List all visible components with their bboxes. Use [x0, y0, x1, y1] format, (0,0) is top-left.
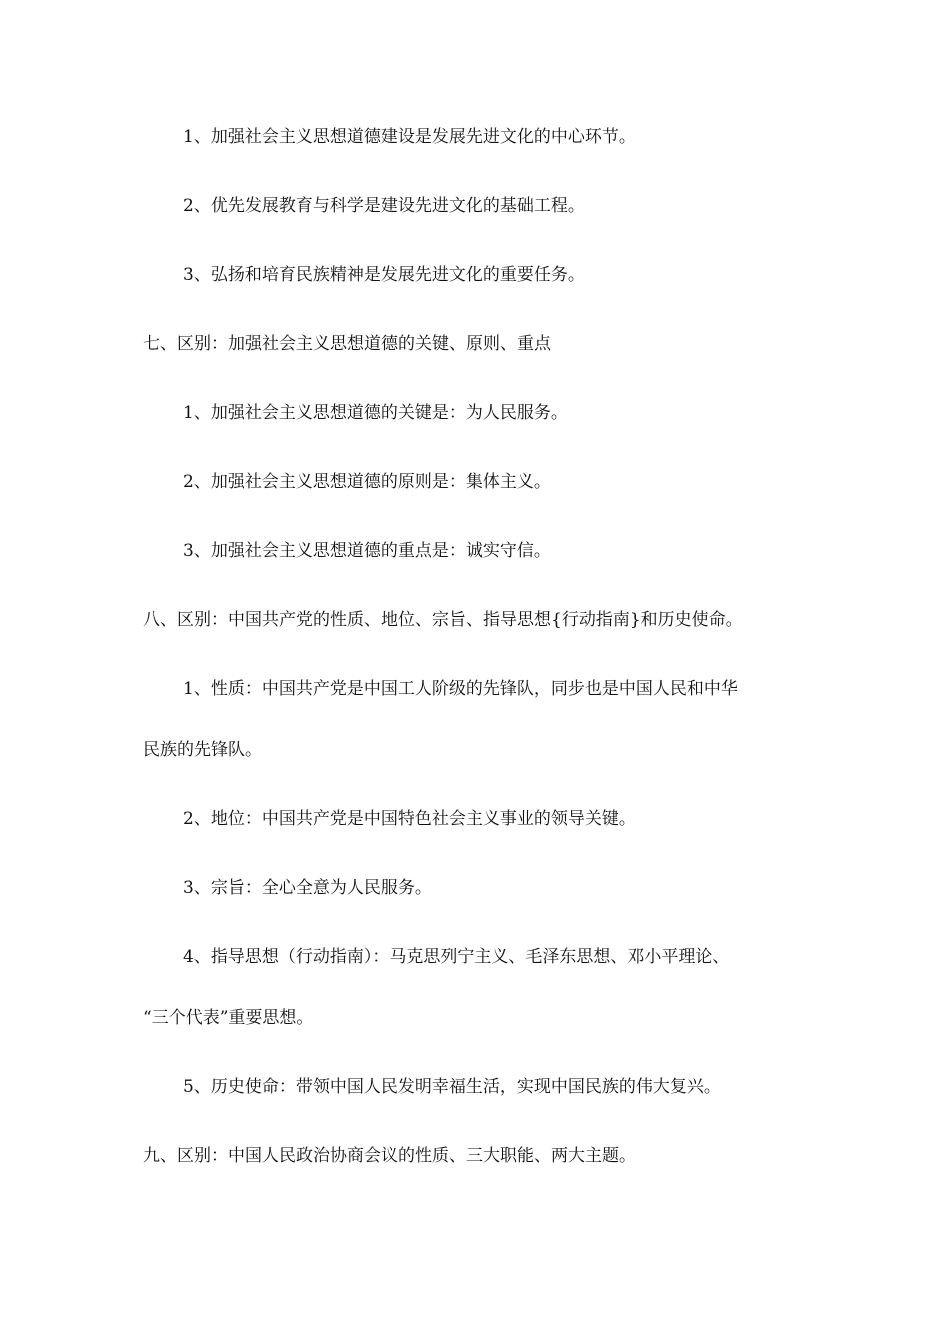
section7-item-2: 2、加强社会主义思想道德的原则是：集体主义。 — [183, 472, 551, 492]
section8-item-5: 5、历史使命：带领中国人民发明幸福生活，实现中国民族的伟大复兴。 — [183, 1077, 721, 1097]
section9-heading: 九、区别：中国人民政治协商会议的性质、三大职能、两大主题。 — [143, 1146, 636, 1166]
document-body — [143, 120, 823, 1173]
section8-heading: 八、区别：中国共产党的性质、地位、宗旨、指导思想{行动指南}和历史使命。 — [143, 610, 743, 630]
section7-item-1: 1、加强社会主义思想道德的关键是：为人民服务。 — [183, 403, 568, 423]
section8-item-4-line2: “三个代表”重要思想。 — [143, 1008, 314, 1028]
section8-item-1-line2: 民族的先锋队。 — [143, 740, 262, 760]
section6-item-2: 2、优先发展教育与科学是建设先进文化的基础工程。 — [183, 196, 585, 216]
section8-item-4-line1: 4、指导思想（行动指南）：马克思列宁主义、毛泽东思想、邓小平理论、 — [183, 947, 730, 967]
section8-item-1-line1: 1、性质：中国共产党是中国工人阶级的先锋队，同步也是中国人民和中华 — [183, 679, 738, 699]
section8-item-2: 2、地位：中国共产党是中国特色社会主义事业的领导关键。 — [183, 809, 636, 829]
section7-heading: 七、区别：加强社会主义思想道德的关键、原则、重点 — [143, 334, 551, 354]
section7-item-3: 3、加强社会主义思想道德的重点是：诚实守信。 — [183, 541, 551, 561]
section6-item-3: 3、弘扬和培育民族精神是发展先进文化的重要任务。 — [183, 265, 585, 285]
section8-item-3: 3、宗旨：全心全意为人民服务。 — [183, 878, 432, 898]
section6-item-1: 1、加强社会主义思想道德建设是发展先进文化的中心环节。 — [183, 127, 636, 147]
